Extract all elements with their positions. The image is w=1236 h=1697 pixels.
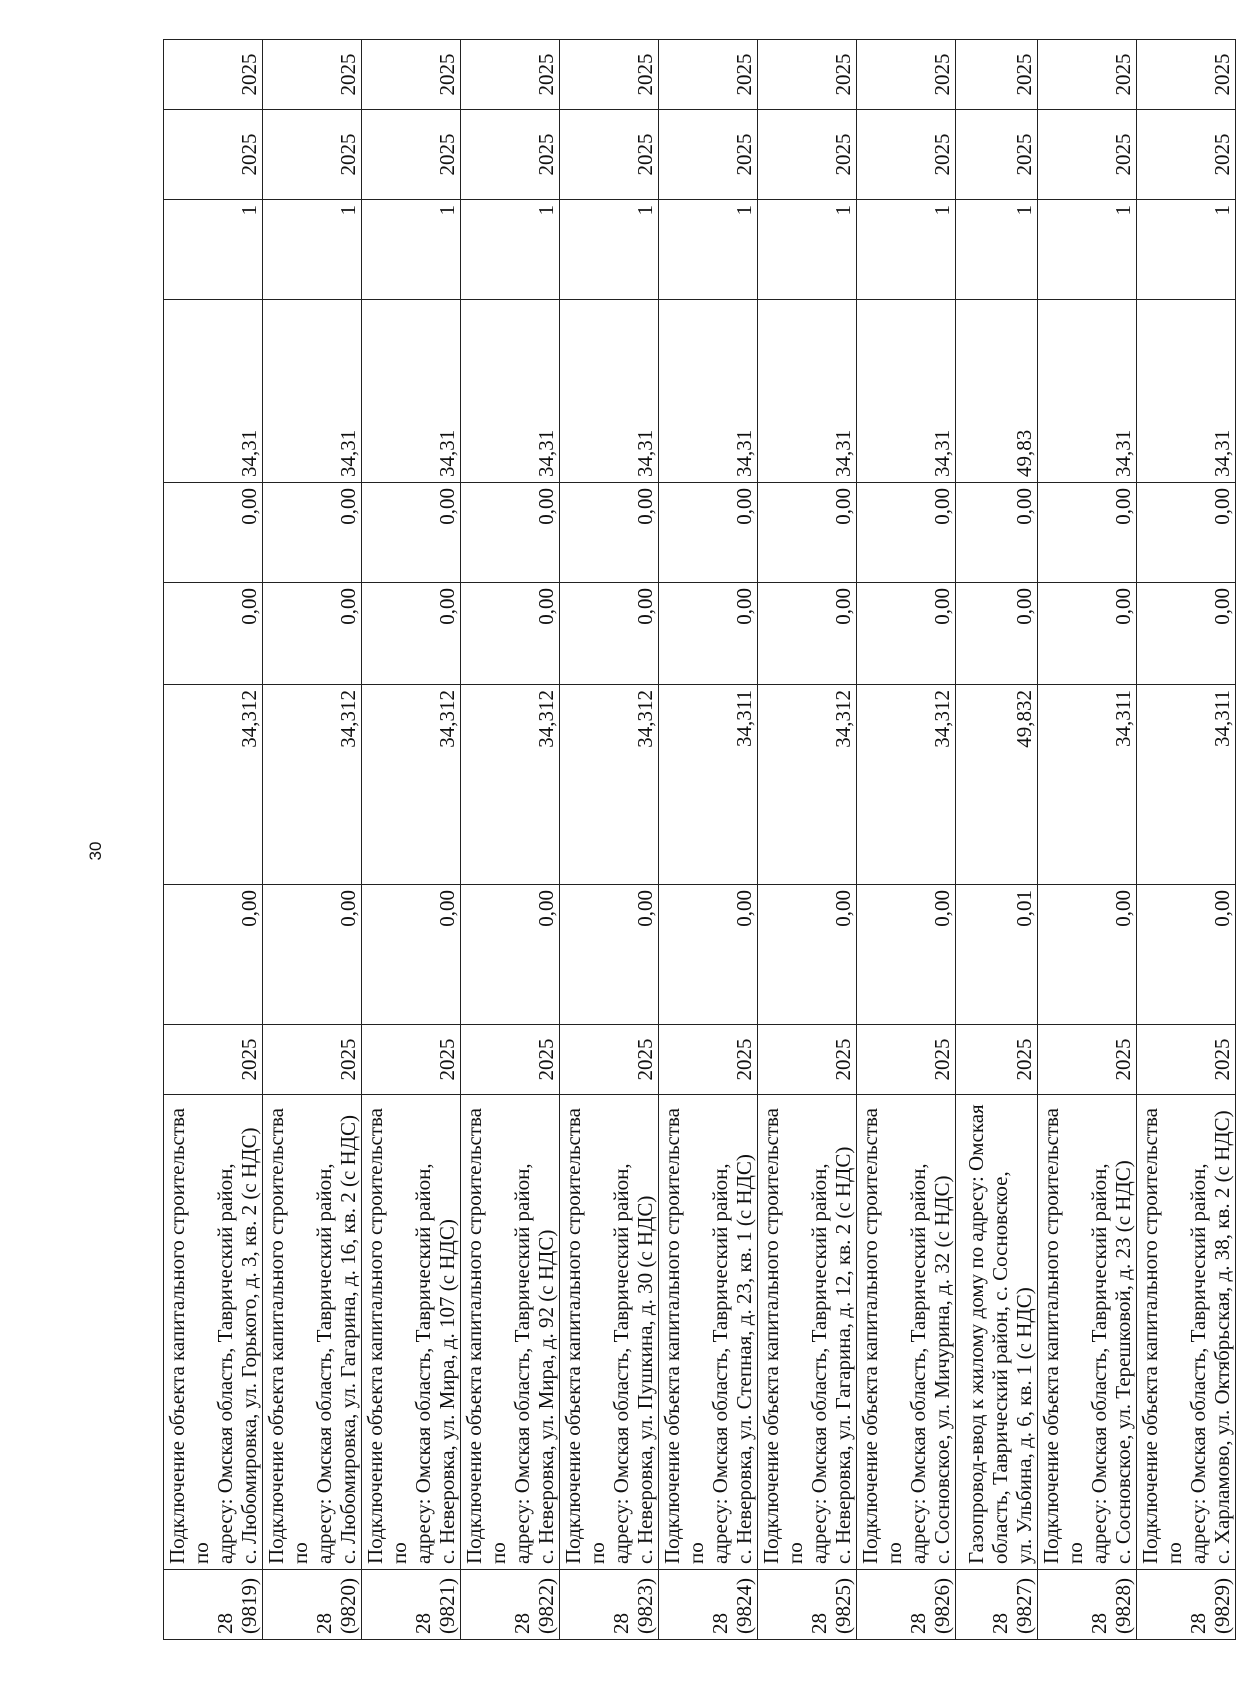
row-id-cell: 28 (9825) <box>758 1570 857 1640</box>
year-finish-cell: 2025 <box>1037 40 1136 110</box>
value-1-cell: 0,00 <box>164 885 263 1025</box>
year-commission-cell: 2025 <box>1037 110 1136 200</box>
year-commission-cell: 2025 <box>857 110 956 200</box>
table-row <box>956 40 1038 1640</box>
value-3-cell: 0,00 <box>560 583 659 685</box>
value-2-cell: 34,312 <box>857 685 956 885</box>
year-start-cell: 2025 <box>758 1025 857 1095</box>
year-start-cell: 2025 <box>362 1025 461 1095</box>
year-finish-cell: 2025 <box>164 40 263 110</box>
row-id-cell: 28 (9824) <box>659 1570 758 1640</box>
investment-table <box>163 39 1236 1640</box>
year-finish-cell: 2025 <box>956 40 1038 110</box>
year-finish-cell: 2025 <box>362 40 461 110</box>
table-row <box>758 40 857 1640</box>
object-name-cell: Подключение объекта капитального строительства по адресу: Омская область, Таврический район, с. Неверовка, ул. Мира, д. 92 (с НДС) <box>461 1095 560 1570</box>
value-1-cell: 0,00 <box>560 885 659 1025</box>
value-4-cell: 0,00 <box>263 483 362 583</box>
count-cell: 1 <box>857 200 956 300</box>
value-5-cell: 34,31 <box>164 300 263 483</box>
value-5-cell: 49,83 <box>956 300 1038 483</box>
value-1-cell: 0,00 <box>263 885 362 1025</box>
year-commission-cell: 2025 <box>164 110 263 200</box>
year-commission-cell: 2025 <box>362 110 461 200</box>
value-3-cell: 0,00 <box>263 583 362 685</box>
value-4-cell: 0,00 <box>1136 483 1235 583</box>
value-2-cell: 34,311 <box>659 685 758 885</box>
object-name-cell: Подключение объекта капитального строительства по адресу: Омская область, Таврический район, с. Любомировка, ул. Гагарина, д. 16, кв. 2 (с НДС) <box>263 1095 362 1570</box>
value-5-cell: 34,31 <box>461 300 560 483</box>
count-cell: 1 <box>362 200 461 300</box>
table-row <box>362 40 461 1640</box>
value-4-cell: 0,00 <box>560 483 659 583</box>
object-name-cell: Подключение объекта капитального строительства по адресу: Омская область, Таврический район, с. Неверовка, ул. Гагарина, д. 12, кв. 2 (с НДС) <box>758 1095 857 1570</box>
object-name-cell: Подключение объекта капитального строительства по адресу: Омская область, Таврический район, с. Харламово, ул. Октябрьская, д. 38, кв. 2 (с НДС) <box>1136 1095 1235 1570</box>
value-2-cell: 34,311 <box>1136 685 1235 885</box>
value-4-cell: 0,00 <box>1037 483 1136 583</box>
value-3-cell: 0,00 <box>461 583 560 685</box>
rotated-table-container <box>163 40 1234 1640</box>
year-start-cell: 2025 <box>857 1025 956 1095</box>
value-3-cell: 0,00 <box>164 583 263 685</box>
value-4-cell: 0,00 <box>758 483 857 583</box>
table-row <box>263 40 362 1640</box>
value-1-cell: 0,00 <box>659 885 758 1025</box>
value-2-cell: 34,311 <box>1037 685 1136 885</box>
value-3-cell: 0,00 <box>1037 583 1136 685</box>
table-row <box>560 40 659 1640</box>
value-2-cell: 34,312 <box>263 685 362 885</box>
row-id-cell: 28 (9822) <box>461 1570 560 1640</box>
value-2-cell: 34,312 <box>362 685 461 885</box>
value-2-cell: 34,312 <box>461 685 560 885</box>
year-commission-cell: 2025 <box>1136 110 1235 200</box>
value-4-cell: 0,00 <box>461 483 560 583</box>
table-row <box>1037 40 1136 1640</box>
value-3-cell: 0,00 <box>758 583 857 685</box>
row-id-cell: 28 (9828) <box>1037 1570 1136 1640</box>
count-cell: 1 <box>956 200 1038 300</box>
value-4-cell: 0,00 <box>956 483 1038 583</box>
count-cell: 1 <box>758 200 857 300</box>
row-id-cell: 28 (9821) <box>362 1570 461 1640</box>
value-3-cell: 0,00 <box>1136 583 1235 685</box>
table-row <box>461 40 560 1640</box>
year-finish-cell: 2025 <box>560 40 659 110</box>
value-1-cell: 0,00 <box>1037 885 1136 1025</box>
object-name-cell: Подключение объекта капитального строительства по адресу: Омская область, Таврический район, с. Неверовка, ул. Мира, д. 107 (с НДС) <box>362 1095 461 1570</box>
year-start-cell: 2025 <box>263 1025 362 1095</box>
value-5-cell: 34,31 <box>1037 300 1136 483</box>
count-cell: 1 <box>263 200 362 300</box>
year-start-cell: 2025 <box>164 1025 263 1095</box>
year-start-cell: 2025 <box>956 1025 1038 1095</box>
value-1-cell: 0,00 <box>1136 885 1235 1025</box>
value-1-cell: 0,00 <box>758 885 857 1025</box>
value-1-cell: 0,01 <box>956 885 1038 1025</box>
year-commission-cell: 2025 <box>956 110 1038 200</box>
object-name-cell: Подключение объекта капитального строительства по адресу: Омская область, Таврический район, с. Сосновское, ул. Терешковой, д. 23 (с НДС) <box>1037 1095 1136 1570</box>
value-2-cell: 34,312 <box>164 685 263 885</box>
value-5-cell: 34,31 <box>659 300 758 483</box>
value-3-cell: 0,00 <box>857 583 956 685</box>
table-row <box>164 40 263 1640</box>
year-commission-cell: 2025 <box>263 110 362 200</box>
object-name-cell: Газопровод-ввод к жилому дому по адресу: Омская область, Таврический район, с. Сосновское, ул. Ульбина, д. 6, кв. 1 (с НДС) <box>956 1095 1038 1570</box>
table-body <box>164 40 1236 1640</box>
value-5-cell: 34,31 <box>857 300 956 483</box>
value-2-cell: 49,832 <box>956 685 1038 885</box>
value-3-cell: 0,00 <box>362 583 461 685</box>
value-2-cell: 34,312 <box>560 685 659 885</box>
value-4-cell: 0,00 <box>659 483 758 583</box>
value-4-cell: 0,00 <box>857 483 956 583</box>
year-finish-cell: 2025 <box>263 40 362 110</box>
value-5-cell: 34,31 <box>362 300 461 483</box>
count-cell: 1 <box>461 200 560 300</box>
value-3-cell: 0,00 <box>659 583 758 685</box>
table-row <box>659 40 758 1640</box>
value-5-cell: 34,31 <box>263 300 362 483</box>
row-id-cell: 28 (9827) <box>956 1570 1038 1640</box>
year-commission-cell: 2025 <box>461 110 560 200</box>
year-commission-cell: 2025 <box>659 110 758 200</box>
year-finish-cell: 2025 <box>857 40 956 110</box>
year-finish-cell: 2025 <box>659 40 758 110</box>
value-1-cell: 0,00 <box>461 885 560 1025</box>
value-3-cell: 0,00 <box>956 583 1038 685</box>
count-cell: 1 <box>560 200 659 300</box>
object-name-cell: Подключение объекта капитального строительства по адресу: Омская область, Таврический район, с. Любомировка, ул. Горького, д. 3, кв. 2 (с НДС) <box>164 1095 263 1570</box>
value-4-cell: 0,00 <box>362 483 461 583</box>
value-5-cell: 34,31 <box>758 300 857 483</box>
table-row <box>1136 40 1235 1640</box>
count-cell: 1 <box>659 200 758 300</box>
count-cell: 1 <box>1037 200 1136 300</box>
year-finish-cell: 2025 <box>1136 40 1235 110</box>
value-4-cell: 0,00 <box>164 483 263 583</box>
year-commission-cell: 2025 <box>758 110 857 200</box>
year-finish-cell: 2025 <box>461 40 560 110</box>
page-number: 30 <box>86 841 105 861</box>
object-name-cell: Подключение объекта капитального строительства по адресу: Омская область, Таврический район, с. Неверовка, ул. Степная, д. 23, кв. 1 (с НДС) <box>659 1095 758 1570</box>
year-commission-cell: 2025 <box>560 110 659 200</box>
year-start-cell: 2025 <box>461 1025 560 1095</box>
table-row <box>857 40 956 1640</box>
year-finish-cell: 2025 <box>758 40 857 110</box>
year-start-cell: 2025 <box>1037 1025 1136 1095</box>
row-id-cell: 28 (9820) <box>263 1570 362 1640</box>
row-id-cell: 28 (9823) <box>560 1570 659 1640</box>
value-5-cell: 34,31 <box>560 300 659 483</box>
value-2-cell: 34,312 <box>758 685 857 885</box>
object-name-cell: Подключение объекта капитального строительства по адресу: Омская область, Таврический район, с. Сосновское, ул. Мичурина, д. 32 (с НДС) <box>857 1095 956 1570</box>
value-5-cell: 34,31 <box>1136 300 1235 483</box>
value-1-cell: 0,00 <box>857 885 956 1025</box>
row-id-cell: 28 (9819) <box>164 1570 263 1640</box>
count-cell: 1 <box>164 200 263 300</box>
year-start-cell: 2025 <box>1136 1025 1235 1095</box>
year-start-cell: 2025 <box>659 1025 758 1095</box>
object-name-cell: Подключение объекта капитального строительства по адресу: Омская область, Таврический район, с. Неверовка, ул. Пушкина, д. 30 (с НДС) <box>560 1095 659 1570</box>
row-id-cell: 28 (9829) <box>1136 1570 1235 1640</box>
value-1-cell: 0,00 <box>362 885 461 1025</box>
count-cell: 1 <box>1136 200 1235 300</box>
row-id-cell: 28 (9826) <box>857 1570 956 1640</box>
year-start-cell: 2025 <box>560 1025 659 1095</box>
